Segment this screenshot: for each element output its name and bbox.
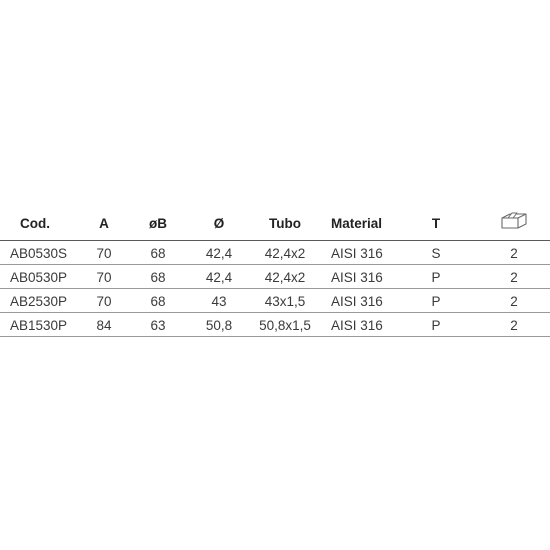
cell-cod: AB2530P: [10, 293, 68, 309]
cell-material: AISI 316: [331, 317, 383, 333]
cell-a: 70: [96, 245, 112, 261]
cell-a: 70: [96, 269, 112, 285]
table-header-row: [0, 205, 550, 241]
table-row: [0, 313, 550, 337]
header-a: A: [99, 215, 109, 231]
cell-material: AISI 316: [331, 245, 383, 261]
cell-tubo: 42,4x2: [264, 269, 306, 285]
row-divider: [0, 336, 550, 337]
cell-quantity: 2: [510, 269, 518, 285]
cell-diameter-b: 63: [150, 317, 166, 333]
cell-diameter-b: 68: [150, 269, 166, 285]
cell-quantity: 2: [510, 245, 518, 261]
cell-tubo: 43x1,5: [264, 293, 306, 309]
cell-cod: AB0530P: [10, 269, 68, 285]
spec-table: [0, 205, 550, 337]
cell-material: AISI 316: [331, 269, 383, 285]
cell-diameter-b: 68: [150, 245, 166, 261]
cell-diameter: 42,4: [205, 269, 233, 285]
cell-material: AISI 316: [331, 293, 383, 309]
cell-diameter-b: 68: [150, 293, 166, 309]
table-row: [0, 265, 550, 289]
cell-cod: AB0530S: [10, 245, 68, 261]
header-quantity: [494, 205, 534, 241]
cell-diameter: 50,8: [205, 317, 233, 333]
header-material: Material: [331, 215, 383, 231]
cell-diameter: 43: [211, 293, 227, 309]
cell-a: 70: [96, 293, 112, 309]
table-row: [0, 241, 550, 265]
cell-diameter: 42,4: [205, 245, 233, 261]
cell-t: P: [431, 293, 441, 309]
header-diameter: Ø: [213, 215, 225, 231]
cell-tubo: 42,4x2: [264, 245, 306, 261]
cell-tubo: 50,8x1,5: [259, 317, 311, 333]
table-row: [0, 289, 550, 313]
header-diameter-b: øB: [149, 215, 167, 231]
cell-t: S: [431, 245, 441, 261]
cell-cod: AB1530P: [10, 317, 68, 333]
cell-a: 84: [96, 317, 112, 333]
header-t: T: [431, 215, 441, 231]
header-cod: Cod.: [20, 215, 50, 231]
cell-quantity: 2: [510, 317, 518, 333]
header-tubo: Tubo: [269, 215, 301, 231]
box-icon: [499, 209, 529, 231]
cell-t: P: [431, 269, 441, 285]
cell-quantity: 2: [510, 293, 518, 309]
cell-t: P: [431, 317, 441, 333]
